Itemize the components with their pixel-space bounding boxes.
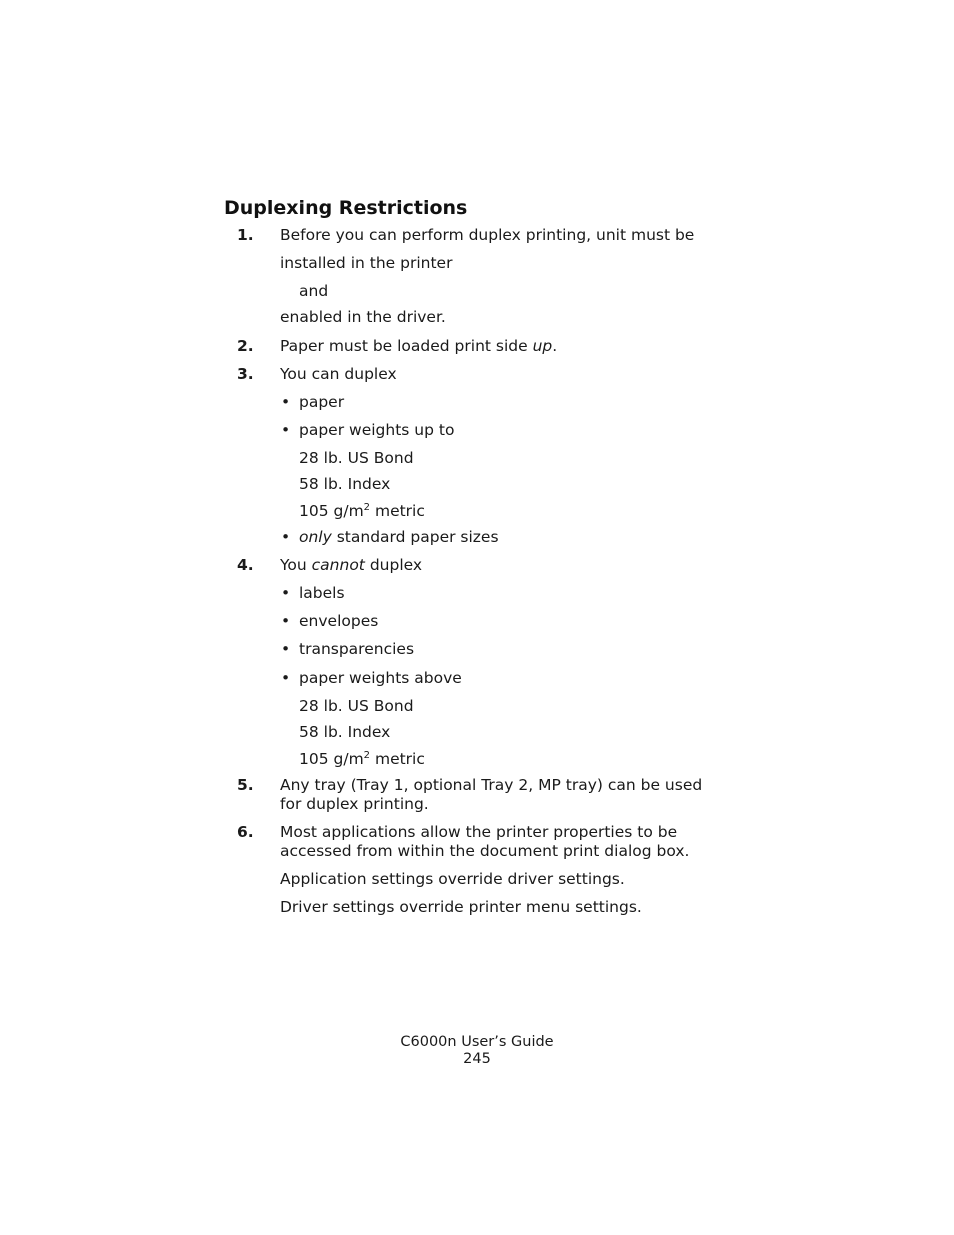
- item-3-weight-2: 58 lb. Index: [299, 475, 391, 493]
- item-2-post: .: [552, 337, 558, 355]
- item-2-text: [280, 336, 557, 356]
- item-3-metric-post: metric: [370, 502, 425, 520]
- footer-title: C6000n User’s Guide: [400, 1034, 554, 1050]
- item-6-line-4: Driver settings override printer menu settings.: [280, 898, 642, 916]
- item-4-metric-pre: 105 g/m: [299, 750, 364, 768]
- item-4-post: duplex: [364, 556, 423, 574]
- item-1-line-2: installed in the printer: [280, 254, 453, 272]
- item-4-emphasis: cannot: [311, 556, 365, 574]
- item-4-bullet-4: paper weights above: [299, 669, 462, 687]
- section-heading: Duplexing Restrictions: [224, 197, 468, 219]
- item-1-line-1: Before you can perform duplex printing, unit must be: [280, 226, 695, 244]
- item-4-weight-2: 58 lb. Index: [299, 723, 391, 741]
- item-3-text: You can duplex: [280, 365, 397, 383]
- item-3-bullet-3-emphasis: only: [299, 528, 332, 546]
- item-6-line-3: Application settings override driver settings.: [280, 870, 625, 888]
- item-1-line-4: enabled in the driver.: [280, 308, 446, 326]
- bullet-icon: •: [281, 421, 291, 439]
- item-3-bullet-1: paper: [299, 393, 345, 411]
- item-2-emphasis: up: [532, 337, 553, 355]
- item-4-metric-post: metric: [370, 750, 425, 768]
- item-3-bullet-3-rest: standard paper sizes: [331, 528, 499, 546]
- item-4-weight-metric: [299, 749, 425, 772]
- item-3-metric-pre: 105 g/m: [299, 502, 364, 520]
- item-5-line-2: for duplex printing.: [280, 795, 429, 813]
- item-6-number: 6.: [237, 823, 254, 841]
- item-4-metric-sup: 2: [363, 750, 371, 761]
- item-3-metric-sup: 2: [363, 502, 371, 513]
- item-2-number: 2.: [237, 337, 254, 355]
- item-5-line-1: Any tray (Tray 1, optional Tray 2, MP tray) can be used: [280, 776, 703, 794]
- item-4-bullet-3: transparencies: [299, 640, 415, 658]
- item-4-bullet-1: labels: [299, 584, 345, 602]
- bullet-icon: •: [281, 669, 291, 687]
- bullet-icon: •: [281, 612, 291, 630]
- item-3-bullet-3: [299, 527, 499, 547]
- item-1-line-3: and: [299, 282, 329, 300]
- footer-page-number: 245: [463, 1051, 491, 1067]
- item-3-number: 3.: [237, 365, 254, 383]
- item-4-bullet-2: envelopes: [299, 612, 379, 630]
- item-3-weight-metric: [299, 501, 425, 524]
- item-4-pre: You: [280, 556, 312, 574]
- bullet-icon: •: [281, 640, 291, 658]
- item-6-line-1: Most applications allow the printer properties to be: [280, 823, 678, 841]
- item-2-pre: Paper must be loaded print side: [280, 337, 533, 355]
- item-1-number: 1.: [237, 226, 254, 244]
- item-3-bullet-2: paper weights up to: [299, 421, 455, 439]
- bullet-icon: •: [281, 393, 291, 411]
- item-4-text: [280, 555, 422, 575]
- item-4-weight-1: 28 lb. US Bond: [299, 697, 414, 715]
- item-6-line-2: accessed from within the document print dialog box.: [280, 842, 690, 860]
- item-4-number: 4.: [237, 556, 254, 574]
- bullet-icon: •: [281, 584, 291, 602]
- bullet-icon: •: [281, 528, 291, 546]
- item-5-number: 5.: [237, 776, 254, 794]
- item-3-weight-1: 28 lb. US Bond: [299, 449, 414, 467]
